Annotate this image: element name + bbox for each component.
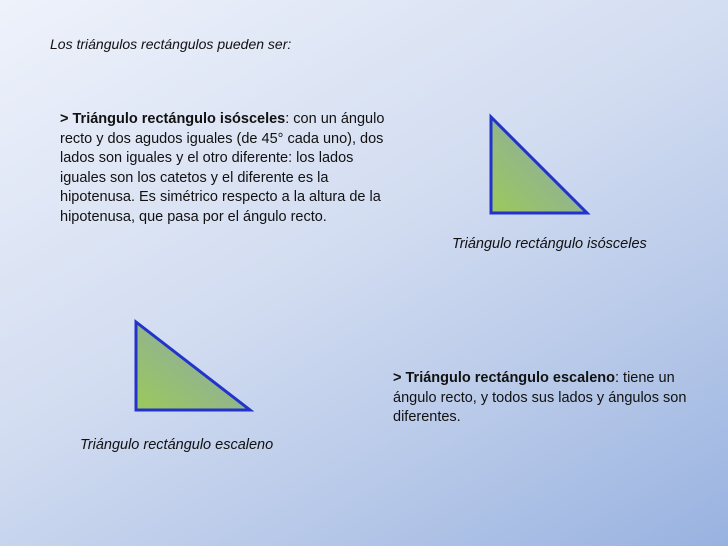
escaleno-title: > Triángulo rectángulo escaleno [393, 370, 615, 386]
isosceles-description [60, 110, 395, 227]
escaleno-description [393, 369, 693, 428]
escaleno-text: : tiene un ángulo recto, y todos sus lados y ángulos son diferentes. [393, 370, 687, 425]
escaleno-triangle [130, 317, 260, 417]
isosceles-title: > Triángulo rectángulo isósceles [60, 111, 286, 127]
escaleno-caption: Triángulo rectángulo escaleno [80, 437, 274, 453]
isosceles-caption: Triángulo rectángulo isósceles [452, 236, 647, 252]
slide-intro: Los triángulos rectángulos pueden ser: [50, 36, 292, 52]
isosceles-text: : con un ángulo recto y dos agudos iguales (de 45° cada uno), dos lados son iguales y el otro diferente: los lados iguales son los catetos y el diferente es la hipotenusa. Es simétrico respecto a la altura de la hipotenusa, que pasa por el ángulo recto. [60, 111, 385, 225]
isosceles-triangle [485, 112, 595, 222]
